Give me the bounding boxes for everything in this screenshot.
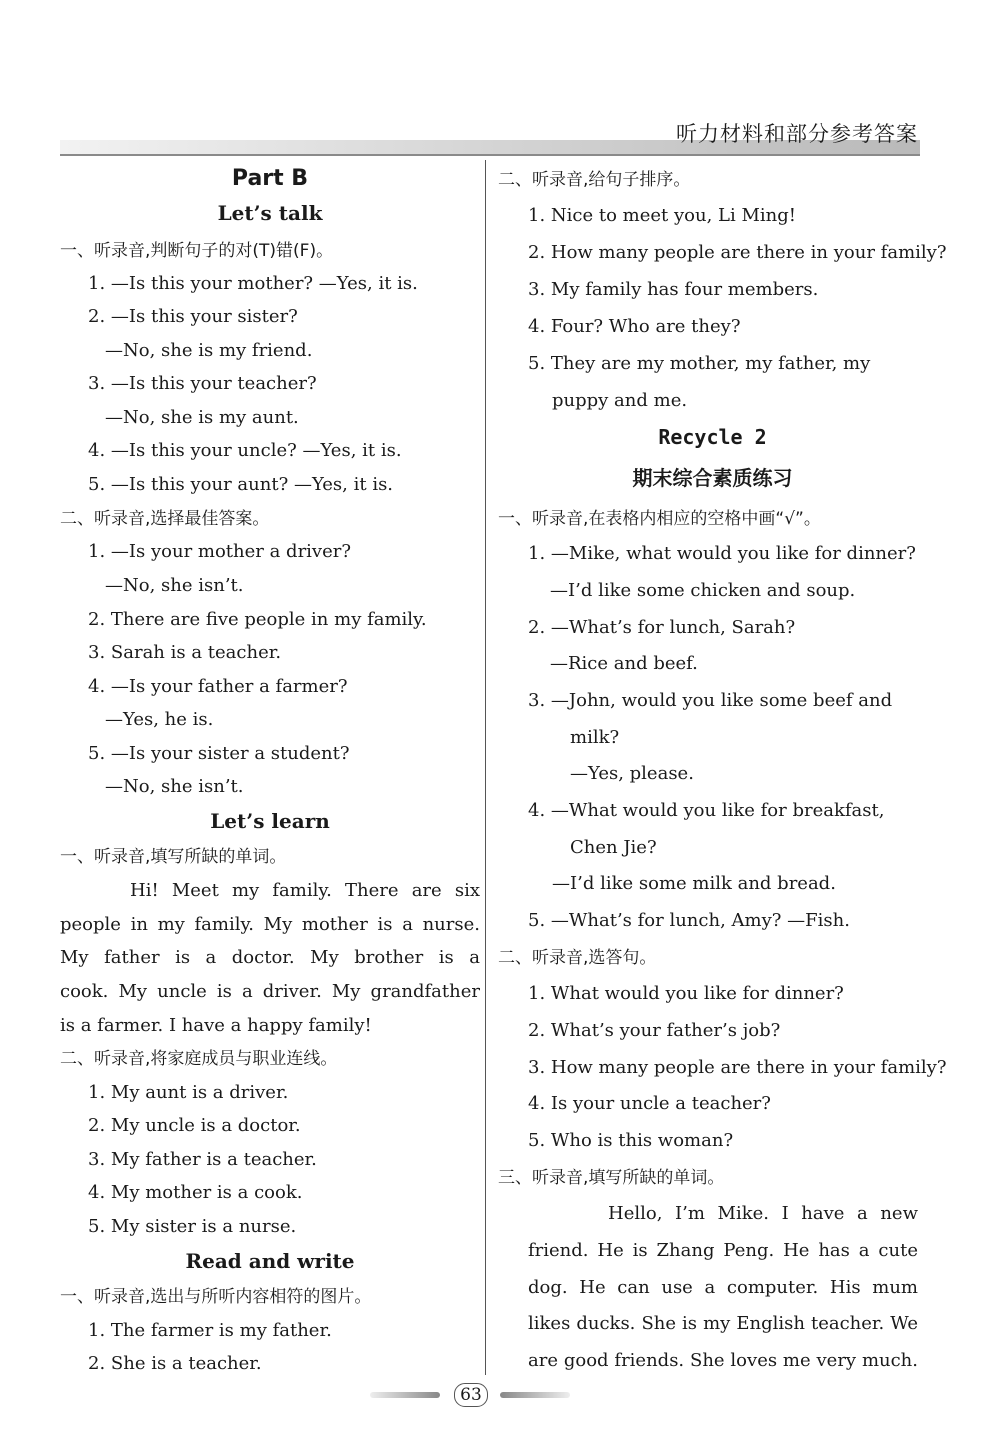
section-title: Recycle 2	[658, 425, 767, 449]
question-heading: 一、听录音,填写所缺的单词。	[60, 847, 287, 867]
question-heading: 一、听录音,判断句子的对(T)错(F)。	[60, 241, 334, 261]
list-item: 4. —What would you like for breakfast,	[528, 800, 885, 821]
section-title: Let’s talk	[217, 201, 323, 225]
list-item: 1. —Is your mother a driver?	[88, 541, 352, 562]
paragraph-line: people in my family. My mother is a nurse.	[60, 914, 480, 935]
paragraph-line: My father is a doctor. My brother is a	[60, 947, 480, 968]
list-item: 4. My mother is a cook.	[88, 1182, 303, 1203]
list-item: 5. —What’s for lunch, Amy? —Fish.	[528, 910, 850, 931]
list-item: 1. What would you like for dinner?	[528, 983, 844, 1004]
list-item: 2. There are five people in my family.	[88, 609, 427, 630]
section-title: Let’s learn	[210, 809, 330, 833]
list-item: 3. My father is a teacher.	[88, 1149, 317, 1170]
list-item: —Yes, please.	[570, 763, 694, 784]
list-item: puppy and me.	[552, 390, 688, 411]
part-title: Part B	[231, 166, 309, 191]
list-item: 2. How many people are there in your family?	[528, 242, 947, 263]
list-item: milk?	[570, 727, 620, 748]
paragraph-line: is a farmer. I have a happy family!	[60, 1015, 372, 1036]
list-item: Chen Jie?	[570, 837, 657, 858]
list-item: —Yes, he is.	[105, 709, 214, 730]
list-item: —No, she is my friend.	[105, 340, 313, 361]
column-divider	[485, 160, 486, 1375]
list-item: 2. My uncle is a doctor.	[88, 1115, 301, 1136]
paragraph-line: Hi! Meet my family. There are six	[130, 880, 480, 901]
list-item: 1. —Mike, what would you like for dinner?	[528, 543, 916, 564]
list-item: —No, she isn’t.	[105, 575, 244, 596]
list-item: 4. —Is this your uncle? —Yes, it is.	[88, 440, 402, 461]
list-item: 1. My aunt is a driver.	[88, 1082, 289, 1103]
question-heading: 三、听录音,填写所缺的单词。	[498, 1168, 725, 1188]
list-item: 4. Four? Who are they?	[528, 316, 741, 337]
list-item: 5. My sister is a nurse.	[88, 1216, 297, 1237]
list-item: 5. Who is this woman?	[528, 1130, 734, 1151]
footer-ornament-left	[370, 1392, 440, 1398]
list-item: 3. How many people are there in your family?	[528, 1057, 947, 1078]
list-item: 1. Nice to meet you, Li Ming!	[528, 205, 796, 226]
paragraph-line: dog. He can use a computer. His mum	[528, 1277, 918, 1298]
section-title: 期末综合素质练习	[632, 466, 793, 490]
list-item: —I’d like some milk and bread.	[552, 873, 836, 894]
question-heading: 二、听录音,选择最佳答案。	[60, 509, 270, 529]
list-item: 5. They are my mother, my father, my	[528, 353, 871, 374]
question-heading: 一、听录音,在表格内相应的空格中画“√”。	[498, 509, 821, 529]
page-footer	[370, 1383, 570, 1407]
list-item: 5. —Is this your aunt? —Yes, it is.	[88, 474, 394, 495]
page-number: 63	[454, 1383, 488, 1407]
section-title: Read and write	[185, 1249, 355, 1273]
question-heading: 一、听录音,选出与所听内容相符的图片。	[60, 1287, 372, 1307]
header-title: 听力材料和部分参考答案	[676, 122, 918, 146]
list-item: 4. Is your uncle a teacher?	[528, 1093, 771, 1114]
list-item: 4. —Is your father a farmer?	[88, 676, 348, 697]
paragraph-line: Hello, I’m Mike. I have a new	[608, 1203, 918, 1224]
list-item: —No, she is my aunt.	[105, 407, 299, 428]
list-item: 2. —What’s for lunch, Sarah?	[528, 617, 796, 638]
list-item: —Rice and beef.	[550, 653, 698, 674]
list-item: 3. Sarah is a teacher.	[88, 642, 282, 663]
list-item: 1. —Is this your mother? —Yes, it is.	[88, 273, 418, 294]
list-item: —I’d like some chicken and soup.	[550, 580, 856, 601]
question-heading: 二、听录音,选答句。	[498, 948, 657, 968]
list-item: 2. She is a teacher.	[88, 1353, 262, 1374]
list-item: 3. My family has four members.	[528, 279, 819, 300]
list-item: 2. What’s your father’s job?	[528, 1020, 781, 1041]
footer-ornament-right	[500, 1392, 570, 1398]
list-item: 2. —Is this your sister?	[88, 306, 298, 327]
list-item: 3. —John, would you like some beef and	[528, 690, 893, 711]
question-heading: 二、听录音,将家庭成员与职业连线。	[60, 1049, 338, 1069]
list-item: 5. —Is your sister a student?	[88, 743, 350, 764]
paragraph-line: likes ducks. She is my English teacher. We	[528, 1313, 918, 1334]
header-rule	[60, 154, 920, 156]
paragraph-line: friend. He is Zhang Peng. He has a cute	[528, 1240, 918, 1261]
list-item: 1. The farmer is my father.	[88, 1320, 332, 1341]
paragraph-line: are good friends. She loves me very much.	[528, 1350, 918, 1371]
paragraph-line: cook. My uncle is a driver. My grandfather	[60, 981, 480, 1002]
question-heading: 二、听录音,给句子排序。	[498, 170, 691, 190]
list-item: 3. —Is this your teacher?	[88, 373, 317, 394]
list-item: —No, she isn’t.	[105, 776, 244, 797]
